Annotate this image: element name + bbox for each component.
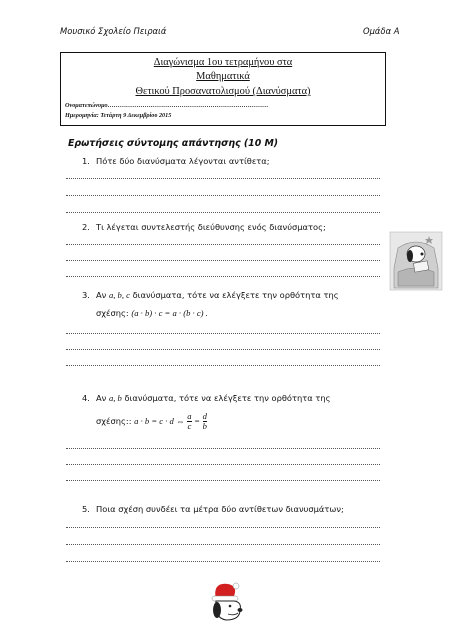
relation-3 xyxy=(96,308,208,318)
question-number: 4. xyxy=(82,393,90,403)
group-label: Ομάδα Α xyxy=(363,26,400,36)
fraction-equals: = xyxy=(194,416,200,426)
question-number: 1. xyxy=(82,156,90,166)
relation-4 xyxy=(96,412,207,431)
snoopy-santa-icon xyxy=(206,578,246,624)
question-2 xyxy=(82,222,326,232)
answer-line[interactable] xyxy=(66,212,380,214)
answer-line[interactable] xyxy=(66,178,380,180)
question-number: 5. xyxy=(82,504,90,514)
title-line-1: Διαγώνισμα 1ου τετραμήνου στα xyxy=(153,57,293,68)
fraction-numerator: a xyxy=(187,411,192,421)
fraction-right xyxy=(203,412,207,431)
question-text: Πότε δύο διανύσματα λέγονται αντίθετα; xyxy=(96,156,270,166)
title-box xyxy=(60,52,386,126)
vector-list: a, b xyxy=(108,393,122,403)
answer-line[interactable] xyxy=(66,365,380,367)
answer-line[interactable] xyxy=(66,349,380,351)
answer-line[interactable] xyxy=(66,448,380,450)
school-name: Μουσικό Σχολείο Πειραιά xyxy=(60,26,167,36)
fraction-left xyxy=(187,412,191,431)
answer-line[interactable] xyxy=(66,276,380,278)
answer-line[interactable] xyxy=(66,333,380,335)
name-field[interactable]: Ονοματεπώνυμο…………………………………………………………………… xyxy=(65,102,269,109)
question-number: 2. xyxy=(82,222,90,232)
snoopy-reading-icon xyxy=(388,228,444,294)
answer-line[interactable] xyxy=(66,561,380,563)
fraction-numerator: d xyxy=(202,411,207,421)
question-intro: Αν xyxy=(96,393,107,403)
section-title: Ερωτήσεις σύντομης απάντησης (10 Μ) xyxy=(68,138,279,149)
answer-line[interactable] xyxy=(66,527,380,529)
relation-formula: (a · b) · c = a · (b · c) . xyxy=(131,308,208,318)
answer-line[interactable] xyxy=(66,260,380,262)
title-line-3: Θετικού Προσανατολισμού (Διανύσματα) xyxy=(135,86,311,97)
relation-formula-left: a · b = c · d ⇔ xyxy=(134,416,185,426)
answer-line[interactable] xyxy=(66,195,380,197)
question-4 xyxy=(82,393,330,403)
answer-line[interactable] xyxy=(66,244,380,246)
relation-label: σχέσης: xyxy=(96,308,129,318)
question-5 xyxy=(82,504,344,514)
answer-line[interactable] xyxy=(66,544,380,546)
fraction-denominator: b xyxy=(202,421,207,431)
vector-list: a, b, c xyxy=(108,290,130,300)
date-field: Ημερομηνία: Τετάρτη 9 Δεκεμβρίου 2015 xyxy=(65,112,172,119)
fraction-denominator: c xyxy=(187,421,192,431)
title-line-2: Μαθηματικά xyxy=(196,71,250,82)
relation-label: σχέσης:: xyxy=(96,416,132,426)
question-text: Ποια σχέση συνδέει τα μέτρα δύο αντίθετων διανυσμάτων; xyxy=(96,504,344,514)
question-number: 3. xyxy=(82,290,90,300)
question-1 xyxy=(82,156,270,166)
question-text: Τι λέγεται συντελεστής διεύθυνσης ενός διανύσματος; xyxy=(96,222,326,232)
question-text: διανύσματα, τότε να ελέγξετε την ορθότητα της xyxy=(132,290,339,300)
answer-line[interactable] xyxy=(66,480,380,482)
question-intro: Αν xyxy=(96,290,107,300)
question-3 xyxy=(82,290,339,300)
question-text: διανύσματα, τότε να ελέγξετε την ορθότητα της xyxy=(124,393,331,403)
answer-line[interactable] xyxy=(66,464,380,466)
